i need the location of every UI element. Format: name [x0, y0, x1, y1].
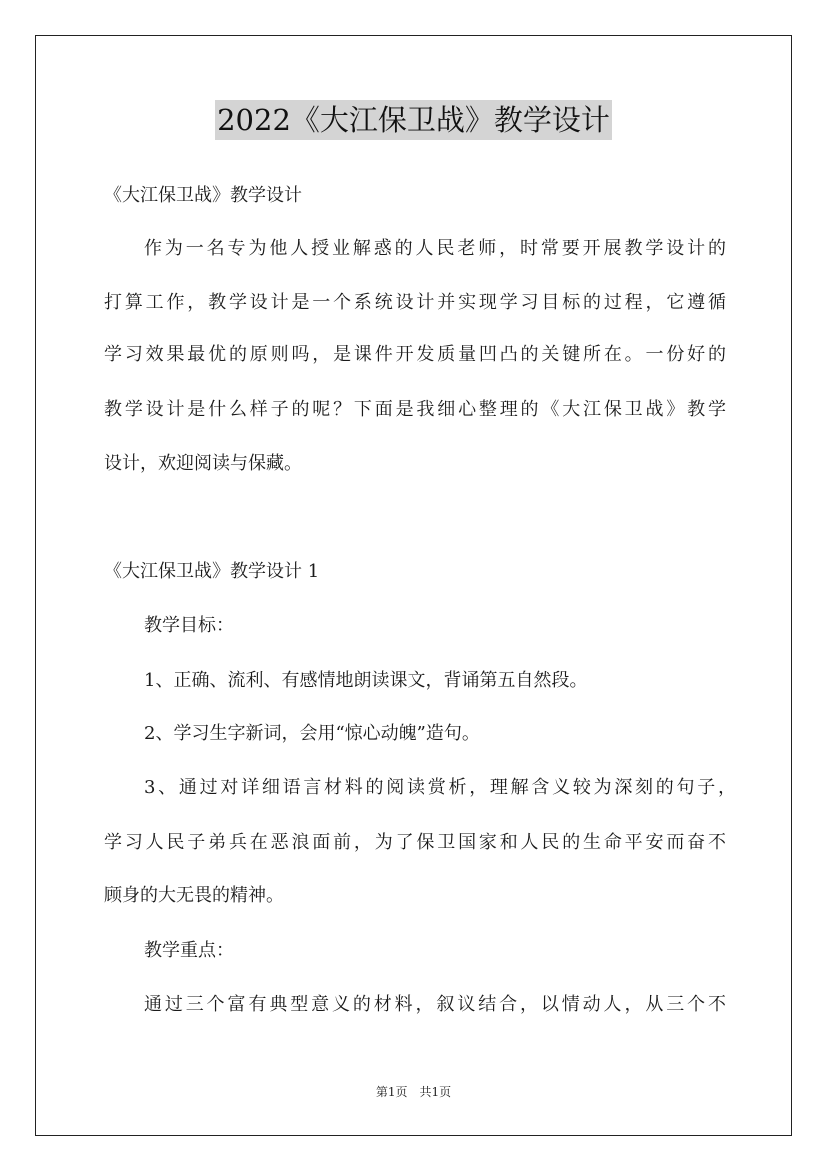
goal-item-3-line-2: 学习人民子弟兵在恶浪面前，为了保卫国家和人民的生命平安而奋不 [104, 832, 726, 853]
goal-item-3-line-1: 3、通过对详细语言材料的阅读赏析，理解含义较为深刻的句子， [144, 777, 736, 798]
goal-item-1: 1、正确、流利、有感情地朗读课文，背诵第五自然段。 [144, 670, 588, 691]
goals-label: 教学目标： [144, 615, 234, 636]
title-container [0, 100, 827, 140]
intro-line-4: 教学设计是什么样子的呢？下面是我细心整理的《大江保卫战》教学 [104, 399, 726, 420]
goal-item-2: 2、学习生字新词，会用“惊心动魄”造句。 [144, 723, 480, 744]
intro-line-2: 打算工作，教学设计是一个系统设计并实现学习目标的过程，它遵循 [104, 292, 726, 313]
intro-line-3: 学习效果最优的原则吗，是课件开发质量凹凸的关键所在。一份好的 [104, 344, 726, 365]
focus-line-1: 通过三个富有典型意义的材料，叙议结合，以情动人，从三个不 [144, 994, 726, 1015]
document-subtitle: 《大江保卫战》教学设计 [104, 185, 302, 206]
intro-line-5: 设计，欢迎阅读与保藏。 [104, 453, 302, 474]
goal-item-3-line-3: 顾身的大无畏的精神。 [104, 885, 284, 906]
section-heading: 《大江保卫战》教学设计 1 [104, 561, 320, 582]
page-footer: 第1页 共1页 [375, 1085, 452, 1099]
focus-label: 教学重点： [144, 940, 234, 961]
document-title: 2022《大江保卫战》教学设计 [215, 100, 612, 140]
intro-line-1: 作为一名专为他人授业解惑的人民老师，时常要开展教学设计的 [144, 238, 726, 259]
